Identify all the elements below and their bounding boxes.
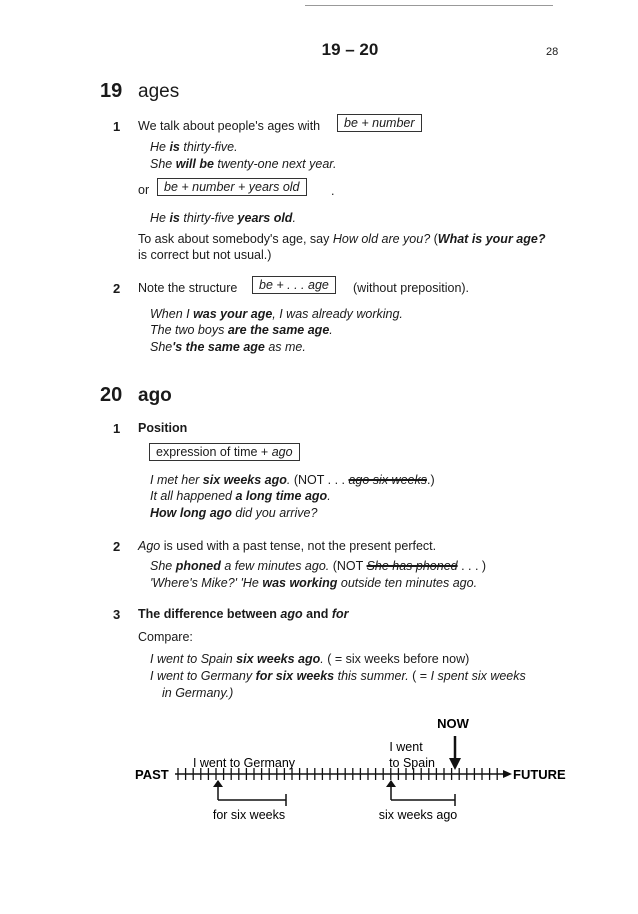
or-label: or xyxy=(138,183,150,197)
example-20-2-b: 'Where's Mike?' 'He was working outside ten minutes ago. xyxy=(150,576,478,590)
example-20-1-c: How long ago did you arrive? xyxy=(150,506,318,520)
compare-label: Compare: xyxy=(138,630,193,644)
page-number: 28 xyxy=(546,46,559,58)
item-20-2-lead: Ago is used with a past tense, not the present perfect. xyxy=(138,539,437,553)
example-20-3-a: I went to Spain six weeks ago. ( = six weeks before now) xyxy=(150,652,470,666)
item-20-1-number: 1 xyxy=(113,421,121,436)
formula-period: . xyxy=(331,184,335,198)
formula-text: be + number xyxy=(344,116,415,130)
germany-up-arrow-head xyxy=(213,780,223,787)
item-19-2-tail: (without preposition). xyxy=(353,281,470,295)
section-19-title: ages xyxy=(138,81,180,102)
spain-up-arrow-head xyxy=(386,780,396,787)
section-20-title: ago xyxy=(138,385,172,406)
formula-box-be-number xyxy=(337,114,422,132)
six-weeks-ago-label: six weeks ago xyxy=(378,808,458,822)
formula-box-time-ago: expression of time + ago xyxy=(149,443,300,461)
timeline-diagram xyxy=(0,700,638,840)
item-20-2-number: 2 xyxy=(113,539,121,554)
example-20-3-b: I went to Germany for six weeks this summer. ( = I spent six weeks xyxy=(150,669,526,683)
example-19-1-a: He is thirty-five. xyxy=(150,140,238,154)
top-rule xyxy=(305,5,553,6)
example-19-1-c: He is thirty-five years old. xyxy=(150,211,296,225)
ask-age-line-1: To ask about somebody's age, say How old are you? (What is your age? xyxy=(138,232,546,246)
past-label: PAST xyxy=(135,767,169,782)
now-label: NOW xyxy=(437,716,469,731)
formula-box-be-age: be + . . . age xyxy=(252,276,336,294)
example-19-2-a: When I was your age, I was already working. xyxy=(150,307,403,321)
item-20-1-heading: Position xyxy=(138,421,188,435)
future-label: FUTURE xyxy=(513,767,566,782)
formula-box-years-old: be + number + years old xyxy=(157,178,307,196)
item-19-2-number: 2 xyxy=(113,281,121,296)
germany-label: I went to Germany xyxy=(192,756,296,770)
item-19-1-lead: We talk about people's ages with xyxy=(138,119,321,133)
ask-age-line-2: is correct but not usual.) xyxy=(138,248,272,262)
section-20-number: 20 xyxy=(100,384,123,406)
example-20-3-c: in Germany.) xyxy=(162,686,234,700)
for-six-weeks-label: for six weeks xyxy=(212,808,286,822)
spain-label-line2: to Spain xyxy=(389,756,435,770)
item-19-2-lead: Note the structure xyxy=(138,281,238,295)
item-19-1-number: 1 xyxy=(113,119,121,134)
page-header-title: 19 – 20 xyxy=(321,40,379,59)
timeline-arrow-head xyxy=(503,770,512,778)
section-19-number: 19 xyxy=(100,80,123,102)
example-20-1-a: I met her six weeks ago. (NOT . . . ago six weeks.) xyxy=(150,473,435,487)
example-20-1-b: It all happened a long time ago. xyxy=(150,489,331,503)
example-19-1-b: She will be twenty-one next year. xyxy=(150,157,337,171)
spain-label-line1: I went xyxy=(389,740,423,754)
example-19-2-c: She's the same age as me. xyxy=(150,340,306,354)
item-20-3-heading: The difference between ago and for xyxy=(138,607,349,621)
item-20-3-number: 3 xyxy=(113,607,121,622)
example-19-2-b: The two boys are the same age. xyxy=(150,323,333,337)
example-20-2-a: She phoned a few minutes ago. (NOT She has phoned . . . ) xyxy=(150,559,487,573)
